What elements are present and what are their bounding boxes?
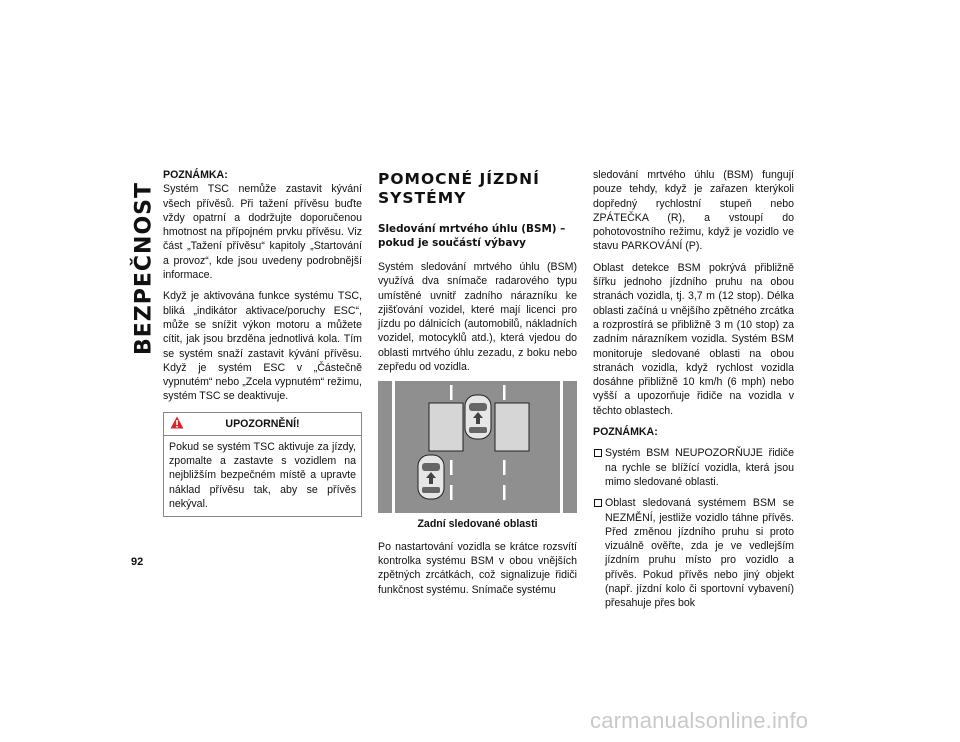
warning-text: Pokud se systém TSC aktivuje za jízdy, zpomalte a zastavte s vozidlem na nejbližším bezpečném místě a upravte náklad přívěsu tak, aby se přívěs nekýval.: [169, 440, 356, 510]
bullet-text: Systém BSM NEUPOZORŇUJE řidiče na rychle se blížící vozidla, která jsou mimo sledované oblasti.: [605, 447, 794, 488]
bsm-intro-paragraph: Systém sledování mrtvého úhlu (BSM) využívá dva snímače radarového typu umístěné uvnitř zadního nárazníku ke zjišťování vozidel, které mají licenci pro jízdu po dálnicích (automobilů, nákladních vozidel, motocyklů atd.), která vjedou do oblasti mrtvého úhlu zezadu, z boku nebo zepředu od vozidla.: [378, 261, 577, 374]
list-item: [593, 446, 794, 489]
note-bullet-list: [593, 446, 794, 610]
note-label: POZNÁMKA:: [593, 426, 658, 439]
section-heading: POMOCNÉ JÍZDNÍ SYSTÉMY: [378, 170, 540, 207]
note-text: Systém TSC nemůže zastavit kývání všech přívěsů. Při tažení přívěsu buďte vždy opatrní a dodržujte doporučenou hmotnost na přípojném prvku přívěsu. Viz část „Tažení přívěsu“ kapitoly „Startování a provoz“, kde jsou uvedeny podrobnější informace.: [163, 183, 362, 282]
left-detection-zone: [429, 403, 463, 451]
square-bullet-icon: [594, 499, 602, 507]
page-number: 92: [131, 556, 144, 568]
subsection-heading: Sledování mrtvého úhlu (BSM) – pokud je součástí výbavy: [378, 223, 566, 249]
warning-title: UPOZORNĚNÍ!: [225, 417, 300, 430]
right-detection-zone: [495, 403, 529, 451]
bsm-area-paragraph: Oblast detekce BSM pokrývá přibližně šířku jednoho jízdního pruhu na obou stranách vozidla, tj. 3,7 m (12 stop). Délka oblasti začíná u vnějšího zpětného zrcátka a rozprostírá se přibližně 3 m (10 stop) za zadním nárazníkem vozidla. Systém BSM monitoruje sledované oblasti na obou stranách vozidla, když rychlost vozidla dosáhne přibližně 10 km/h (6 mph) nebo vyšší a upozorňuje řidiče na vozidla v těchto oblastech.: [593, 261, 794, 417]
column-right: [593, 168, 794, 618]
bullet-text: Oblast sledovaná systémem BSM se NEZMĚNÍ, jestliže vozidlo táhne přívěs. Před změnou jízdního pruhu si proto vizuálně ověřte, zda je ve vedlejším jízdním pruhu místo pro vozidlo a přívěs. Pokud přívěs nebo jiný objekt (např. jízdní kolo či sportovní vybavení) přesahuje přes bok: [605, 497, 794, 610]
road-edge-line-left: [392, 381, 395, 513]
road-edge-line-right: [560, 381, 563, 513]
square-bullet-icon: [594, 449, 602, 457]
bsm-operation-paragraph: sledování mrtvého úhlu (BSM) fungují pouze tehdy, když je zařazen kterýkoli dopředný rychlostní stupeň nebo ZPÁTEČKA (R), a vstoupí do pohotovostního režimu, když je vozidlo ve stavu PARKOVÁNÍ (P).: [593, 169, 794, 253]
bsm-start-paragraph: Po nastartování vozidla se krátce rozsvítí kontrolka systému BSM v obou vnějších zpětných zrcátkách, což signalizuje řidiči funkčnost systému. Snímače systému: [378, 540, 577, 596]
section-side-title: [128, 182, 160, 562]
warning-triangle-icon: [170, 416, 184, 429]
warning-header: [164, 413, 361, 436]
bsm-zones-diagram: [378, 381, 577, 513]
warning-box: [163, 412, 362, 517]
column-middle: [378, 168, 577, 604]
note-label: POZNÁMKA:: [163, 169, 228, 181]
watermark: carmanualsonline.info: [590, 708, 809, 733]
column-left: [163, 168, 362, 517]
figure-caption: Zadní sledované oblasti: [417, 518, 538, 531]
host-car: [465, 395, 491, 439]
section-title-text: BEZPEČNOST: [131, 182, 157, 356]
list-item: [593, 496, 794, 610]
following-car: [418, 455, 444, 499]
tsc-paragraph: Když je aktivována funkce systému TSC, bliká „indikátor aktivace/poruchy ESC“, může se snížit výkon motoru a můžete cítit, jak jsou brzděna jednotlivá kola. Tím se systém snaží zastavit kývání přívěsu. Když je systém ESC v „Částečně vypnutém“ nebo „Zcela vypnutém“ režimu, systém TSC se deaktivuje.: [163, 290, 362, 403]
